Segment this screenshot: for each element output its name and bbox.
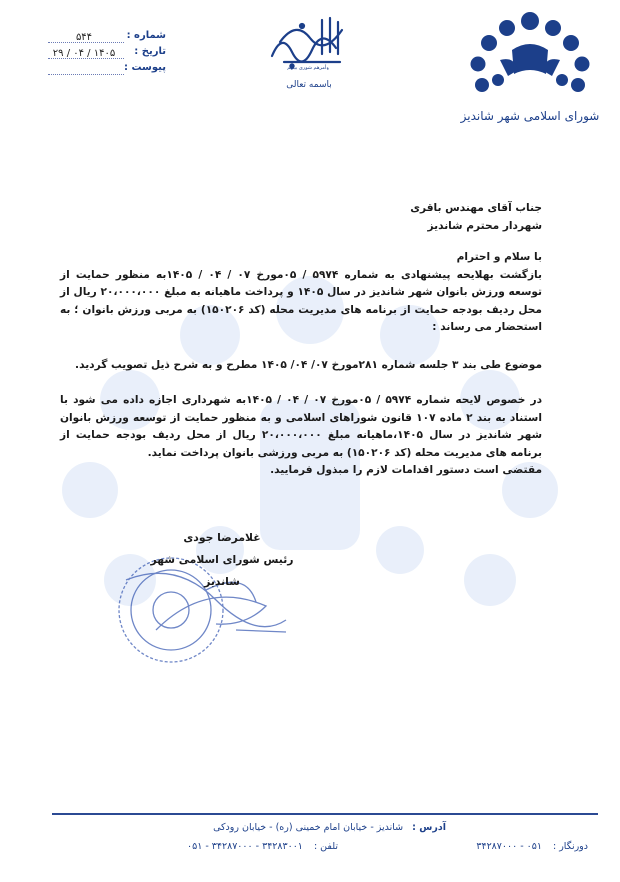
- footer-fax: [476, 841, 588, 852]
- motto-calligraphy: [262, 12, 354, 70]
- meta-number-label: شماره :: [126, 30, 166, 41]
- tel-value: ۳۴۲۸۳۰۰۱ - ۳۴۲۸۷۰۰۰ - ۰۵۱: [187, 841, 303, 852]
- fax-label: دورنگار :: [553, 841, 588, 852]
- signature-block: [142, 527, 302, 593]
- meta-attachment: [48, 62, 166, 78]
- recipient-name: جناب آقای مهندس باقری: [410, 202, 542, 214]
- tel-label: تلفن :: [313, 841, 338, 852]
- signatory-title: رئیس شورای اسلامی شهر شاندیز: [150, 553, 294, 588]
- meta-date-label: تاریخ :: [134, 46, 166, 57]
- paragraph-resolution: در خصوص لایحه شماره ۵۹۷۴ / ۰۵مورخ ۰۷ / ۰۴ / ۱۴۰۵به شهرداری اجازه داده می شود با استناد به بند ۲ ماده ۱۰۷ قانون شوراهای اسلامی و به منظور حمایت از توسعه ورزش بانوان شهر شاندیز در سال ۱۴۰۵،ماهیانه مبلغ ۲۰،۰۰۰،۰۰۰ ریال از محل ردیف بودجه حمایت از برنامه های مدیریت محله (کد ۱۵۰۲۰۶) به مربی ورزشی بانوان پرداخت نماید.: [60, 394, 543, 459]
- recipient-title: شهردار محترم شاندیز: [427, 219, 542, 232]
- footer: [52, 822, 598, 861]
- footer-contacts: [52, 841, 598, 861]
- paragraph-session: موضوع طی بند ۳ جلسه شماره ۲۸۱مورخ ۰۷/ ۰۴/ ۱۴۰۵ مطرح و به شرح ذیل تصویب گردید.: [75, 358, 542, 371]
- footer-tel: [187, 841, 338, 852]
- letter-body: [60, 200, 542, 480]
- meta-attachment-label: پیوست :: [123, 62, 166, 73]
- greeting: با سلام و احترام: [456, 251, 542, 263]
- signatory-name: غلامرضا جودی: [183, 531, 261, 544]
- council-logo-text: شورای اسلامی شهر شاندیز: [460, 109, 600, 123]
- footer-divider: [52, 813, 598, 815]
- meta-date: [48, 46, 166, 62]
- meta-number: [48, 30, 166, 46]
- meta-number-value: ۵۴۴: [75, 32, 93, 43]
- paragraph-reference: بازگشت بهلایحه پیشنهادی به شماره ۵۹۷۴ / ۰۵مورخ ۰۷ / ۰۴ / ۱۴۰۵به منظور حمایت از توسعه ورزش بانوان شهر شاندیز در سال ۱۴۰۵ و پرداخت ماهیانه به مبلغ ۲۰،۰۰۰،۰۰۰ ریال از محل ردیف بودجه حمایت از برنامه های مدیریت محله (کد ۱۵۰۲۰۶) به مربی ورزش بانوان ؛ به استحضار می رساند :: [60, 268, 543, 333]
- motto-text: وأمرهم شوری بینهم: [287, 65, 329, 70]
- council-logo: [460, 8, 600, 133]
- footer-address: [52, 822, 598, 833]
- paragraph-closing: مقتضی است دستور اقدامات لازم را مبذول فرمایید.: [270, 464, 542, 476]
- meta-date-value: ۱۴۰۵ / ۰۴ / ۲۹: [52, 48, 116, 59]
- basmala: باسمه تعالی: [286, 80, 332, 90]
- address-value: شاندیز - خیابان امام خمینی (ره) - خیابان رودکی: [213, 822, 404, 833]
- meta-attachment-line: [48, 74, 124, 75]
- address-label: آدرس :: [412, 822, 446, 833]
- letter-meta: [48, 30, 166, 78]
- fax-value: ۰۵۱ - ۳۴۲۸۷۰۰۰: [476, 841, 542, 852]
